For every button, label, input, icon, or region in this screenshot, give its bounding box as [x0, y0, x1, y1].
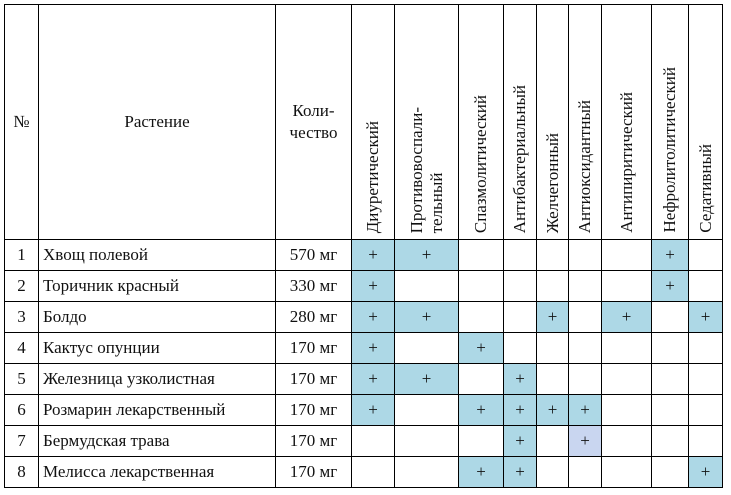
effect-cell: + — [504, 395, 537, 426]
effect-cell: + — [459, 457, 504, 488]
table-row — [5, 302, 723, 333]
effect-cell — [652, 302, 689, 333]
effect-cell — [602, 457, 652, 488]
header-effect-label: Седативный — [695, 144, 715, 233]
effect-cell — [689, 426, 723, 457]
header-effect-label: Нефролитолитический — [660, 67, 679, 233]
plant-name: Бермудская трава — [39, 426, 276, 457]
effect-cell: + — [352, 240, 395, 271]
plant-name: Розмарин лекарственный — [39, 395, 276, 426]
effect-cell — [537, 333, 569, 364]
quantity: 570 мг — [276, 240, 352, 271]
header-effect-label: Противовоспали- тельный — [406, 106, 446, 233]
header-effect-antibacterial — [504, 5, 537, 240]
header-effect-label: Антипиритический — [616, 92, 636, 233]
effect-cell — [652, 333, 689, 364]
effect-cell — [459, 302, 504, 333]
header-effect-label: Спазмолитический — [471, 94, 490, 233]
header-row — [5, 5, 723, 240]
quantity: 170 мг — [276, 364, 352, 395]
effect-cell — [459, 240, 504, 271]
table-row — [5, 457, 723, 488]
table-row — [5, 395, 723, 426]
row-number: 6 — [5, 395, 39, 426]
header-quantity — [276, 5, 352, 240]
header-plant: Растение — [39, 5, 276, 240]
effect-cell: + — [504, 364, 537, 395]
header-effect-label: Антибактериальный — [510, 84, 529, 233]
effect-cell: + — [569, 395, 602, 426]
effect-cell — [689, 240, 723, 271]
header-number: № — [5, 5, 39, 240]
effect-cell — [395, 457, 459, 488]
effect-cell: + — [352, 302, 395, 333]
effect-cell — [352, 426, 395, 457]
effect-cell — [459, 426, 504, 457]
effect-cell — [395, 333, 459, 364]
effect-cell — [352, 457, 395, 488]
row-number: 4 — [5, 333, 39, 364]
effect-cell: + — [395, 240, 459, 271]
table-row — [5, 426, 723, 457]
effect-cell — [652, 457, 689, 488]
effect-cell — [395, 395, 459, 426]
header-effect-antipyretic — [602, 5, 652, 240]
table-row — [5, 364, 723, 395]
effect-cell — [602, 426, 652, 457]
plant-name: Торичник красный — [39, 271, 276, 302]
effect-cell: + — [537, 302, 569, 333]
effect-cell — [537, 271, 569, 302]
effect-cell: + — [352, 271, 395, 302]
quantity: 170 мг — [276, 426, 352, 457]
effect-cell — [395, 426, 459, 457]
effect-cell: + — [652, 240, 689, 271]
effect-cell — [689, 364, 723, 395]
quantity: 170 мг — [276, 395, 352, 426]
effect-cell — [602, 395, 652, 426]
effect-cell — [602, 271, 652, 302]
header-effect-label: Антиоксидантный — [575, 99, 594, 233]
effect-cell: + — [652, 271, 689, 302]
table-row — [5, 240, 723, 271]
effect-cell: + — [352, 333, 395, 364]
effect-cell: + — [352, 364, 395, 395]
quantity: 330 мг — [276, 271, 352, 302]
effect-cell: + — [504, 426, 537, 457]
effect-cell — [569, 364, 602, 395]
effect-cell — [569, 271, 602, 302]
effect-cell — [689, 395, 723, 426]
effect-cell — [602, 333, 652, 364]
effect-cell: + — [602, 302, 652, 333]
table-row — [5, 271, 723, 302]
plant-name: Железница узколистная — [39, 364, 276, 395]
effect-cell — [689, 333, 723, 364]
table-body — [5, 240, 723, 488]
effect-cell — [569, 457, 602, 488]
effect-cell: + — [459, 395, 504, 426]
quantity: 170 мг — [276, 333, 352, 364]
effect-cell — [537, 457, 569, 488]
effect-cell: + — [395, 302, 459, 333]
effect-cell — [569, 240, 602, 271]
effect-cell — [504, 240, 537, 271]
header-effect-diuretic — [352, 5, 395, 240]
effect-cell — [504, 333, 537, 364]
effect-cell: + — [689, 302, 723, 333]
row-number: 5 — [5, 364, 39, 395]
row-number: 2 — [5, 271, 39, 302]
effect-cell — [569, 302, 602, 333]
header-effect-nephrolitholytic — [652, 5, 689, 240]
plant-name: Хвощ полевой — [39, 240, 276, 271]
effect-cell — [569, 333, 602, 364]
plant-name: Кактус опунции — [39, 333, 276, 364]
row-number: 8 — [5, 457, 39, 488]
header-effect-choleretic — [537, 5, 569, 240]
plant-name: Мелисса лекарственная — [39, 457, 276, 488]
header-effect-label: Желчегонный — [542, 132, 562, 233]
effect-cell — [459, 271, 504, 302]
effect-cell — [652, 395, 689, 426]
effect-cell — [537, 240, 569, 271]
effect-cell — [689, 271, 723, 302]
header-effect-label: Диуретический — [363, 120, 382, 233]
effect-cell — [652, 364, 689, 395]
plant-effects-table — [4, 4, 723, 488]
header-effect-antioxidant — [569, 5, 602, 240]
effect-cell: + — [395, 364, 459, 395]
effect-cell — [504, 271, 537, 302]
header-effect-anti-inflammatory — [395, 5, 459, 240]
effect-cell: + — [689, 457, 723, 488]
row-number: 7 — [5, 426, 39, 457]
effect-cell — [537, 426, 569, 457]
header-quantity-label: Коли- чество — [289, 101, 338, 142]
effect-cell: + — [569, 426, 602, 457]
header-effect-sedative — [689, 5, 723, 240]
row-number: 3 — [5, 302, 39, 333]
row-number: 1 — [5, 240, 39, 271]
plant-name: Болдо — [39, 302, 276, 333]
effect-cell — [459, 364, 504, 395]
effect-cell — [602, 364, 652, 395]
effect-cell: + — [352, 395, 395, 426]
effect-cell: + — [459, 333, 504, 364]
effect-cell — [537, 364, 569, 395]
table-row — [5, 333, 723, 364]
quantity: 170 мг — [276, 457, 352, 488]
effect-cell — [395, 271, 459, 302]
header-effect-spasmolytic — [459, 5, 504, 240]
effect-cell — [504, 302, 537, 333]
quantity: 280 мг — [276, 302, 352, 333]
effect-cell: + — [504, 457, 537, 488]
effect-cell — [602, 240, 652, 271]
effect-cell: + — [537, 395, 569, 426]
effect-cell — [652, 426, 689, 457]
